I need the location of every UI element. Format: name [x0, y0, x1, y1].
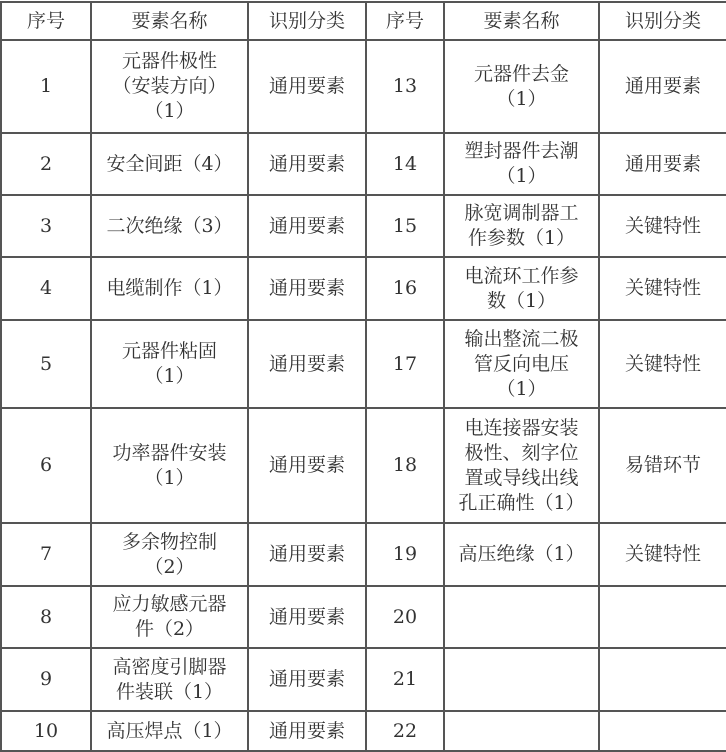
category-cell: 关键特性	[599, 320, 726, 408]
index-cell: 22	[366, 711, 444, 751]
category-cell: 易错环节	[599, 408, 726, 523]
category-cell: 通用要素	[248, 195, 366, 257]
element-name-cell: 高密度引脚器 件装联（1）	[91, 648, 248, 711]
category-cell	[599, 711, 726, 751]
category-cell: 通用要素	[248, 586, 366, 648]
index-cell: 17	[366, 320, 444, 408]
category-cell: 通用要素	[248, 257, 366, 320]
index-cell: 9	[1, 648, 91, 711]
category-cell: 通用要素	[248, 40, 366, 133]
index-cell: 8	[1, 586, 91, 648]
element-name-cell: 多余物控制 （2）	[91, 523, 248, 586]
element-name-cell: 元器件去金 （1）	[444, 40, 599, 133]
elements-table	[0, 1, 726, 752]
column-header: 序号	[1, 2, 91, 40]
table-row	[1, 133, 726, 195]
element-name-cell: 电流环工作参 数（1）	[444, 257, 599, 320]
column-header: 识别分类	[248, 2, 366, 40]
index-cell: 10	[1, 711, 91, 751]
element-name-cell: 输出整流二极 管反向电压 （1）	[444, 320, 599, 408]
element-name-cell: 电缆制作（1）	[91, 257, 248, 320]
column-header: 序号	[366, 2, 444, 40]
column-header: 识别分类	[599, 2, 726, 40]
index-cell: 21	[366, 648, 444, 711]
category-cell: 通用要素	[248, 133, 366, 195]
index-cell: 13	[366, 40, 444, 133]
category-cell: 关键特性	[599, 523, 726, 586]
index-cell: 18	[366, 408, 444, 523]
index-cell: 20	[366, 586, 444, 648]
element-name-cell: 功率器件安装 （1）	[91, 408, 248, 523]
element-name-cell	[444, 586, 599, 648]
index-cell: 4	[1, 257, 91, 320]
category-cell: 通用要素	[599, 133, 726, 195]
element-name-cell: 应力敏感元器 件（2）	[91, 586, 248, 648]
index-cell: 6	[1, 408, 91, 523]
element-name-cell: 高压绝缘（1）	[444, 523, 599, 586]
element-name-cell: 安全间距（4）	[91, 133, 248, 195]
table-row	[1, 408, 726, 523]
category-cell	[599, 586, 726, 648]
table-row	[1, 257, 726, 320]
header-row	[1, 2, 726, 40]
table-row	[1, 711, 726, 751]
table-row	[1, 195, 726, 257]
element-name-cell: 元器件粘固 （1）	[91, 320, 248, 408]
element-name-cell: 元器件极性 （安装方向） （1）	[91, 40, 248, 133]
element-name-cell	[444, 711, 599, 751]
index-cell: 19	[366, 523, 444, 586]
index-cell: 16	[366, 257, 444, 320]
index-cell: 3	[1, 195, 91, 257]
index-cell: 15	[366, 195, 444, 257]
element-name-cell: 塑封器件去潮 （1）	[444, 133, 599, 195]
category-cell: 关键特性	[599, 257, 726, 320]
index-cell: 7	[1, 523, 91, 586]
category-cell	[599, 648, 726, 711]
index-cell: 2	[1, 133, 91, 195]
table-row	[1, 40, 726, 133]
category-cell: 通用要素	[599, 40, 726, 133]
element-name-cell: 二次绝缘（3）	[91, 195, 248, 257]
category-cell: 通用要素	[248, 523, 366, 586]
category-cell: 通用要素	[248, 408, 366, 523]
element-name-cell: 电连接器安装 极性、刻字位 置或导线出线 孔正确性（1）	[444, 408, 599, 523]
element-name-cell: 脉宽调制器工 作参数（1）	[444, 195, 599, 257]
column-header: 要素名称	[91, 2, 248, 40]
category-cell: 关键特性	[599, 195, 726, 257]
element-name-cell	[444, 648, 599, 711]
index-cell: 1	[1, 40, 91, 133]
column-header: 要素名称	[444, 2, 599, 40]
table-row	[1, 320, 726, 408]
category-cell: 通用要素	[248, 648, 366, 711]
index-cell: 14	[366, 133, 444, 195]
category-cell: 通用要素	[248, 320, 366, 408]
table-row	[1, 586, 726, 648]
category-cell: 通用要素	[248, 711, 366, 751]
table-row	[1, 648, 726, 711]
element-name-cell: 高压焊点（1）	[91, 711, 248, 751]
index-cell: 5	[1, 320, 91, 408]
table-row	[1, 523, 726, 586]
